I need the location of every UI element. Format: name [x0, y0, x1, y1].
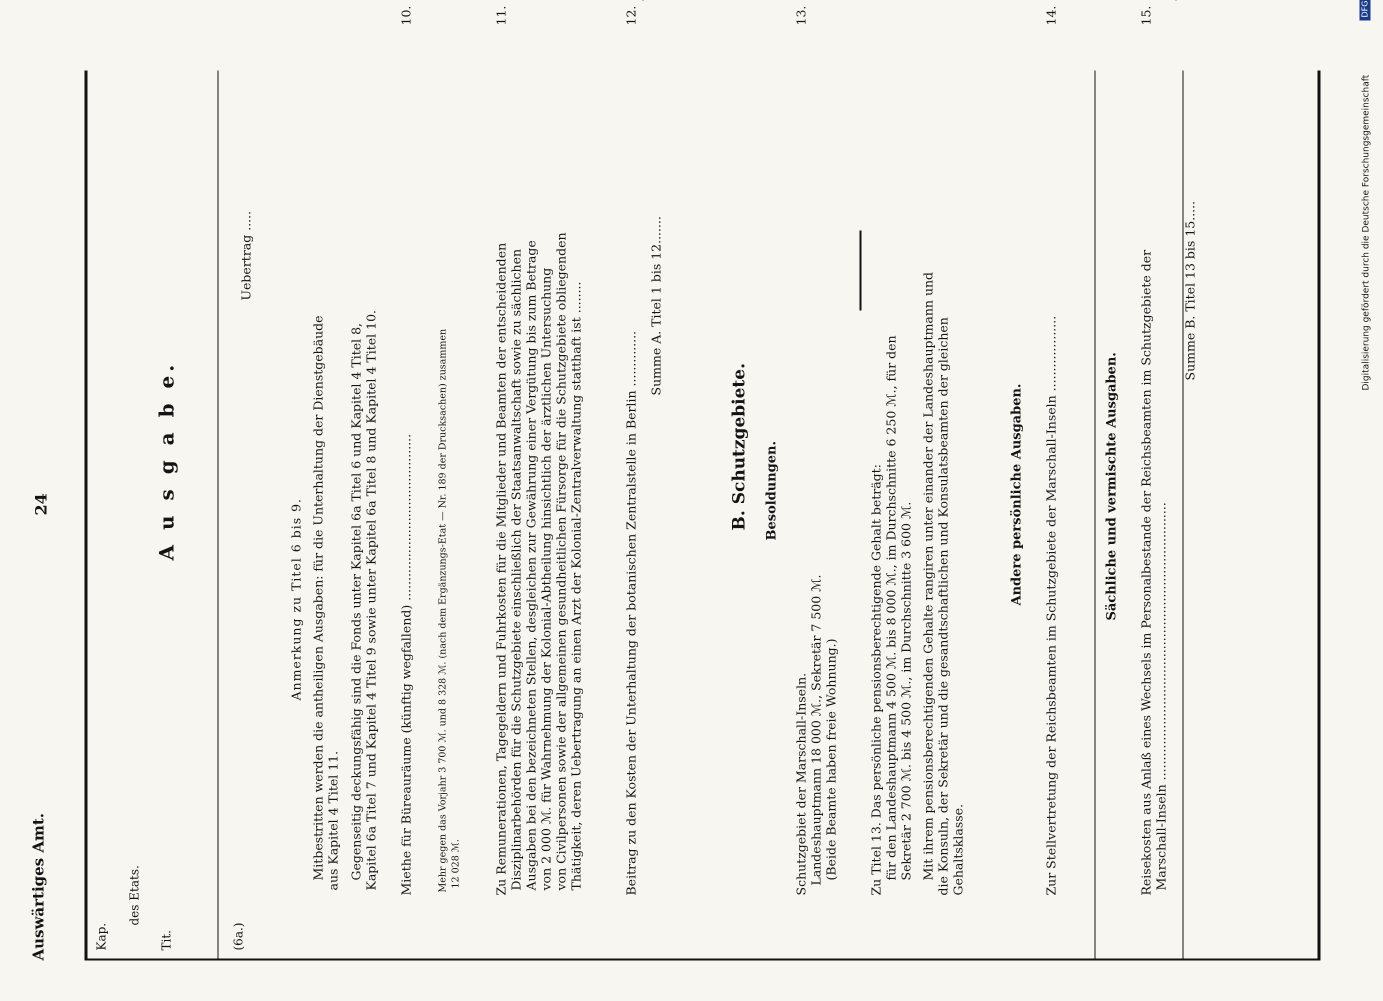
- t13-note-line-5: die Konsuln, der Sekretär und die gesandtschaftlichen und Konsulatsbeamten der gleichen: [935, 317, 951, 896]
- summe-a-rule: [643, 0, 644, 1]
- t11-line-6: Thätigkeit, deren Uebertragung an einen Arzt der Kolonial-Zentralverwaltung statthaft ist ........: [568, 281, 584, 891]
- t12-number: 12.: [623, 5, 639, 26]
- dfg-logo: DFG: [1360, 0, 1371, 21]
- tit-header: Tit.: [159, 930, 174, 951]
- etats-header: des Etats.: [127, 865, 142, 926]
- t15-line-1: Reisekosten aus Anlaß eines Wechsels im Personalbestande der Reichsbeamten im Schutzgebiete der: [1138, 249, 1154, 896]
- amount-column-rule: [1095, 71, 1096, 961]
- t10-note-line-2: 12 028 ℳ.: [450, 839, 462, 889]
- t11-line-1: Zu Remunerationen, Tagegeldern und Fuhrkosten für die Mitglieder und Beamten der entscheidenden: [493, 242, 509, 896]
- t11-line-5: von Civilpersonen sowie der allgemeinen gesundheitlichen Fürsorge für die Schutzgebiete obliegenden: [553, 232, 569, 891]
- t11-number: 11.: [493, 5, 509, 26]
- t13-number: 13.: [793, 5, 809, 26]
- t13-amount: [852, 0, 867, 1]
- summe-b-label: Summe B. Titel 13 bis 15.....: [1182, 200, 1198, 381]
- t14-number: 14.: [1043, 5, 1059, 26]
- summe-a-amount: [650, 0, 665, 1]
- section-b-title: B. Schutzgebiete.: [729, 362, 750, 531]
- frame-top-rule: [85, 71, 88, 961]
- summe-b-rule: [1176, 0, 1177, 1]
- t15-number: 15.: [1138, 5, 1154, 26]
- t13-note-line-6: Gehaltsklasse.: [950, 803, 966, 896]
- summe-b-amount: [1184, 0, 1199, 1]
- t11-amount: [588, 0, 603, 1]
- t14-amount: [1045, 0, 1060, 1]
- summe-a-label: Summe A. Titel 1 bis 12.......: [648, 216, 664, 396]
- t14-text: Zur Stellvertretung der Reichsbeamten im Schutzgebiete der Marschall-Inseln ...................: [1043, 315, 1059, 896]
- t13-note-line-2: für den Landeshauptmann 4 500 ℳ. bis 8 000 ℳ., im Durchschnitte 6 250 ℳ., für den: [883, 335, 899, 881]
- header-divider-left: [218, 71, 219, 961]
- t10-amount: [400, 0, 415, 1]
- t15-line-2: Marschall-Inseln ......................................................................: [1153, 502, 1169, 891]
- andere-title: Andere persönliche Ausgaben.: [1009, 383, 1025, 606]
- rotated-page: [0, 1, 1383, 1001]
- uebertrag-label: Uebertrag .....: [238, 210, 254, 301]
- dfg-watermark: Digitalisierung gefördert durch die Deutsche Forschungsgemeinschaft: [1361, 74, 1372, 391]
- t13-note-line-3: Sekretär 2 700 ℳ. bis 4 500 ℳ., im Durchschnitte 3 600 ℳ.: [898, 501, 914, 881]
- saechliche-title: Sächliche und vermischte Ausgaben.: [1104, 352, 1120, 621]
- kap-value: (6a.): [231, 922, 246, 951]
- anmerkung-line-3: Gegenseitig deckungsfähig sind die Fonds unter Kapitel 6a Titel 6 und Kapitel 4 Titel 8,: [348, 322, 364, 881]
- kap-header: Kap.: [94, 922, 109, 951]
- t13-line-2: Landeshauptmann 18 000 ℳ., Sekretär 7 500 ℳ.: [808, 574, 824, 886]
- t13-short-rule: [860, 231, 862, 311]
- frame-left-rule: [85, 959, 1321, 961]
- header-left: Auswärtiges Amt.: [29, 812, 48, 961]
- t13-note-line-4: Mit ihrem pensionsberechtigenden Gehalte rangiren unter einander der Landeshauptmann und: [920, 271, 936, 881]
- page-number: 24: [31, 493, 51, 516]
- uebertrag-amount: [237, 0, 252, 1]
- t10-number: 10.: [398, 5, 414, 26]
- t10-note-line-1: Mehr gegen das Vorjahr 3 700 ℳ. und 8 328 ℳ. (nach dem Ergänzungs-Etat — Nr. 189 der Drucksachen) zusammen: [437, 328, 449, 893]
- t12-text: Beitrag zu den Kosten der Unterhaltung der botanischen Zentralstelle in Berlin ..............: [623, 330, 639, 896]
- anmerkung-title: Anmerkung zu Titel 6 bis 9.: [288, 497, 304, 701]
- anmerkung-line-1: Mitbestritten werden die antheiligen Ausgaben: für die Unterhaltung der Dienstgebäude: [310, 315, 326, 881]
- t13-note-line-1: Zu Titel 13. Das persönliche pensionsberechtigende Gehalt beträgt:: [868, 464, 884, 896]
- anmerkung-line-4: Kapitel 6a Titel 7 und Kapitel 4 Titel 9 sowie unter Kapitel 6a Titel 8 und Kapitel 4 Titel 10.: [363, 309, 379, 891]
- section-b-subtitle: Besoldungen.: [764, 440, 780, 541]
- t11-line-2: Disziplinarbehörden für die Schutzgebiete einschließlich der Staatsanwaltschaft sowie zu sächlichen: [508, 248, 524, 891]
- t12-amount: [625, 0, 640, 1]
- section-title: A u s g a b e.: [154, 360, 179, 561]
- anmerkung-line-2: aus Kapitel 4 Titel 11.: [325, 750, 341, 891]
- frame-bottom-rule: [1318, 71, 1321, 961]
- t11-line-3: Ausgaben bei den bezeichneten Stellen, desgleichen zur Gewährung einer Vergütung bis zum Betrage: [523, 240, 539, 891]
- t11-line-4: von 2 000 ℳ. für Wahrnehmung der Kolonial-Abtheilung hinsichtlich der ärztlichen Untersuchung: [538, 267, 554, 891]
- t10-text: Miethe für Büreauräume (künftig wegfallend) ..........................................: [398, 433, 414, 896]
- t15-amount: [1150, 0, 1165, 1]
- t13-line-1: Schutzgebiet der Marschall-Inseln.: [793, 672, 809, 896]
- t13-line-3: (Beide Beamte haben freie Wohnung.): [823, 638, 839, 881]
